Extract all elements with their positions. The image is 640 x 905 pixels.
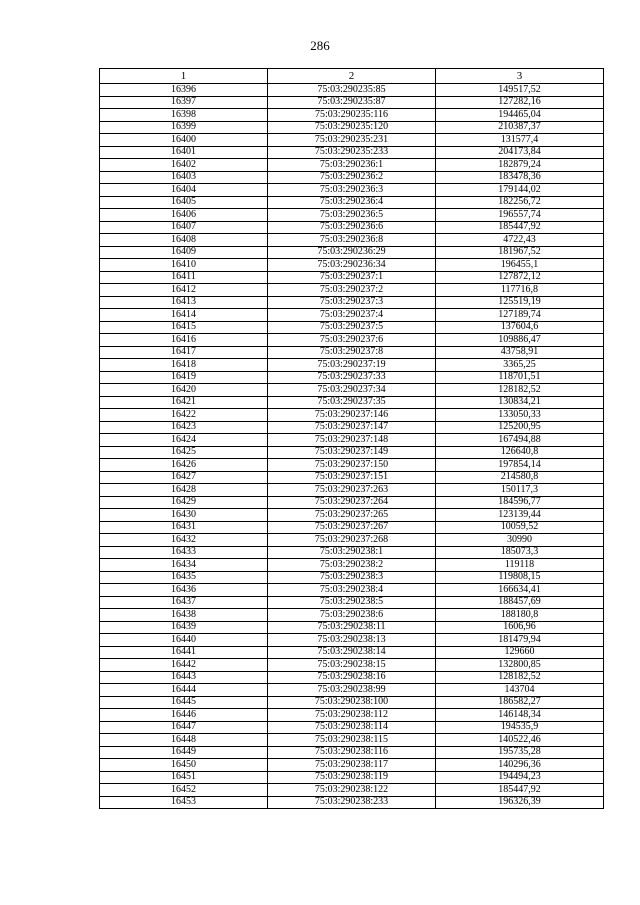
table-row: [100, 271, 604, 284]
row-number-cell: 16418: [100, 359, 268, 372]
row-number-cell: 16436: [100, 584, 268, 597]
row-number-cell: 16417: [100, 346, 268, 359]
row-number-cell: 16431: [100, 521, 268, 534]
table-row: [100, 496, 604, 509]
cadastral-number-cell: 75:03:290237:151: [268, 471, 436, 484]
table-row: [100, 584, 604, 597]
cadastral-number-cell: 75:03:290238:99: [268, 684, 436, 697]
row-number-cell: 16409: [100, 246, 268, 259]
cadastral-number-cell: 75:03:290237:265: [268, 509, 436, 522]
row-number-cell: 16441: [100, 646, 268, 659]
row-number-cell: 16412: [100, 284, 268, 297]
cadastral-number-cell: 75:03:290237:34: [268, 384, 436, 397]
value-cell: 3365,25: [436, 359, 604, 372]
table-row: [100, 771, 604, 784]
value-cell: 125200,95: [436, 421, 604, 434]
table-row: [100, 634, 604, 647]
cadastral-number-cell: 75:03:290237:267: [268, 521, 436, 534]
row-number-cell: 16398: [100, 109, 268, 122]
value-cell: 150117,3: [436, 484, 604, 497]
cadastral-number-cell: 75:03:290236:3: [268, 184, 436, 197]
value-cell: 140522,46: [436, 734, 604, 747]
cadastral-number-cell: 75:03:290238:100: [268, 696, 436, 709]
row-number-cell: 16450: [100, 759, 268, 772]
table-row: [100, 84, 604, 97]
table-row: [100, 284, 604, 297]
row-number-cell: 16426: [100, 459, 268, 472]
value-cell: 10059,52: [436, 521, 604, 534]
table-row: [100, 609, 604, 622]
table-row: [100, 359, 604, 372]
table-row: [100, 396, 604, 409]
row-number-cell: 16433: [100, 546, 268, 559]
value-cell: 133050,33: [436, 409, 604, 422]
value-cell: 149517,52: [436, 84, 604, 97]
row-number-cell: 16411: [100, 271, 268, 284]
row-number-cell: 16396: [100, 84, 268, 97]
column-header-2: 2: [268, 69, 436, 84]
cadastral-number-cell: 75:03:290238:3: [268, 571, 436, 584]
value-cell: 210387,37: [436, 121, 604, 134]
value-cell: 194465,04: [436, 109, 604, 122]
cadastral-number-cell: 75:03:290238:1: [268, 546, 436, 559]
cadastral-number-cell: 75:03:290236:6: [268, 221, 436, 234]
table-row: [100, 759, 604, 772]
value-cell: 109886,47: [436, 334, 604, 347]
value-cell: 140296,36: [436, 759, 604, 772]
column-header-3: 3: [436, 69, 604, 84]
row-number-cell: 16448: [100, 734, 268, 747]
row-number-cell: 16438: [100, 609, 268, 622]
value-cell: 130834,21: [436, 396, 604, 409]
value-cell: 43758,91: [436, 346, 604, 359]
value-cell: 127282,16: [436, 96, 604, 109]
row-number-cell: 16401: [100, 146, 268, 159]
table-row: [100, 446, 604, 459]
table-row: [100, 521, 604, 534]
value-cell: 188180,8: [436, 609, 604, 622]
cadastral-number-cell: 75:03:290238:11: [268, 621, 436, 634]
cadastral-number-cell: 75:03:290237:19: [268, 359, 436, 372]
value-cell: 1606,96: [436, 621, 604, 634]
cadastral-number-cell: 75:03:290237:35: [268, 396, 436, 409]
cadastral-number-cell: 75:03:290237:2: [268, 284, 436, 297]
cadastral-number-cell: 75:03:290237:4: [268, 309, 436, 322]
table-row: [100, 621, 604, 634]
value-cell: 137604,6: [436, 321, 604, 334]
row-number-cell: 16400: [100, 134, 268, 147]
row-number-cell: 16442: [100, 659, 268, 672]
cadastral-number-cell: 75:03:290238:2: [268, 559, 436, 572]
table-row: [100, 709, 604, 722]
row-number-cell: 16402: [100, 159, 268, 172]
table-row: [100, 334, 604, 347]
value-cell: 183478,36: [436, 171, 604, 184]
cadastral-number-cell: 75:03:290236:29: [268, 246, 436, 259]
value-cell: 188457,69: [436, 596, 604, 609]
value-cell: 119808,15: [436, 571, 604, 584]
row-number-cell: 16415: [100, 321, 268, 334]
value-cell: 196557,74: [436, 209, 604, 222]
value-cell: 4722,43: [436, 234, 604, 247]
cadastral-number-cell: 75:03:290238:122: [268, 784, 436, 797]
table-row: [100, 671, 604, 684]
table-row: [100, 659, 604, 672]
row-number-cell: 16443: [100, 671, 268, 684]
table-row: [100, 684, 604, 697]
value-cell: 132800,85: [436, 659, 604, 672]
value-cell: 185447,92: [436, 221, 604, 234]
value-cell: 125519,19: [436, 296, 604, 309]
cadastral-number-cell: 75:03:290237:149: [268, 446, 436, 459]
value-cell: 186582,27: [436, 696, 604, 709]
row-number-cell: 16424: [100, 434, 268, 447]
value-cell: 182256,72: [436, 196, 604, 209]
cadastral-number-cell: 75:03:290238:116: [268, 746, 436, 759]
row-number-cell: 16408: [100, 234, 268, 247]
row-number-cell: 16419: [100, 371, 268, 384]
value-cell: 182879,24: [436, 159, 604, 172]
cadastral-number-cell: 75:03:290237:5: [268, 321, 436, 334]
table-row: [100, 571, 604, 584]
row-number-cell: 16422: [100, 409, 268, 422]
cadastral-number-cell: 75:03:290236:5: [268, 209, 436, 222]
cadastral-number-cell: 75:03:290237:6: [268, 334, 436, 347]
table-row: [100, 146, 604, 159]
row-number-cell: 16451: [100, 771, 268, 784]
table-row: [100, 384, 604, 397]
row-number-cell: 16423: [100, 421, 268, 434]
table-row: [100, 421, 604, 434]
cadastral-number-cell: 75:03:290238:112: [268, 709, 436, 722]
cadastral-number-cell: 75:03:290236:4: [268, 196, 436, 209]
value-cell: 179144,02: [436, 184, 604, 197]
table-row: [100, 484, 604, 497]
row-number-cell: 16414: [100, 309, 268, 322]
row-number-cell: 16410: [100, 259, 268, 272]
table-row: [100, 121, 604, 134]
table-row: [100, 509, 604, 522]
row-number-cell: 16447: [100, 721, 268, 734]
table-row: [100, 134, 604, 147]
table-row: [100, 796, 604, 809]
cadastral-number-cell: 75:03:290237:33: [268, 371, 436, 384]
table-row: [100, 309, 604, 322]
row-number-cell: 16406: [100, 209, 268, 222]
cadastral-number-cell: 75:03:290237:148: [268, 434, 436, 447]
row-number-cell: 16434: [100, 559, 268, 572]
row-number-cell: 16430: [100, 509, 268, 522]
table-row: [100, 559, 604, 572]
table-row: [100, 734, 604, 747]
table-row: [100, 784, 604, 797]
cadastral-number-cell: 75:03:290237:146: [268, 409, 436, 422]
cadastral-number-cell: 75:03:290238:13: [268, 634, 436, 647]
cadastral-number-cell: 75:03:290235:85: [268, 84, 436, 97]
row-number-cell: 16404: [100, 184, 268, 197]
table-body: [100, 84, 604, 809]
cadastral-number-cell: 75:03:290235:233: [268, 146, 436, 159]
row-number-cell: 16439: [100, 621, 268, 634]
header-row: [100, 69, 604, 84]
table-row: [100, 184, 604, 197]
row-number-cell: 16446: [100, 709, 268, 722]
table-row: [100, 209, 604, 222]
value-cell: 127872,12: [436, 271, 604, 284]
value-cell: 167494,88: [436, 434, 604, 447]
row-number-cell: 16452: [100, 784, 268, 797]
cadastral-number-cell: 75:03:290238:114: [268, 721, 436, 734]
value-cell: 123139,44: [436, 509, 604, 522]
cadastral-number-cell: 75:03:290238:115: [268, 734, 436, 747]
table-row: [100, 159, 604, 172]
table-row: [100, 296, 604, 309]
cadastral-number-cell: 75:03:290237:8: [268, 346, 436, 359]
cadastral-number-cell: 75:03:290238:119: [268, 771, 436, 784]
table-row: [100, 746, 604, 759]
value-cell: 128182,52: [436, 671, 604, 684]
value-cell: 194494,23: [436, 771, 604, 784]
value-cell: 181479,94: [436, 634, 604, 647]
cadastral-number-cell: 75:03:290237:3: [268, 296, 436, 309]
column-header-1: 1: [100, 69, 268, 84]
value-cell: 127189,74: [436, 309, 604, 322]
row-number-cell: 16445: [100, 696, 268, 709]
cadastral-number-cell: 75:03:290235:120: [268, 121, 436, 134]
table-row: [100, 409, 604, 422]
table-row: [100, 534, 604, 547]
row-number-cell: 16425: [100, 446, 268, 459]
row-number-cell: 16435: [100, 571, 268, 584]
table-row: [100, 246, 604, 259]
row-number-cell: 16440: [100, 634, 268, 647]
row-number-cell: 16421: [100, 396, 268, 409]
table-row: [100, 109, 604, 122]
value-cell: 146148,34: [436, 709, 604, 722]
table-row: [100, 171, 604, 184]
value-cell: 185073,3: [436, 546, 604, 559]
value-cell: 214580,8: [436, 471, 604, 484]
row-number-cell: 16449: [100, 746, 268, 759]
row-number-cell: 16428: [100, 484, 268, 497]
cadastral-number-cell: 75:03:290238:16: [268, 671, 436, 684]
cadastral-number-cell: 75:03:290237:263: [268, 484, 436, 497]
cadastral-number-cell: 75:03:290238:117: [268, 759, 436, 772]
cadastral-number-cell: 75:03:290238:15: [268, 659, 436, 672]
value-cell: 30990: [436, 534, 604, 547]
data-table: [99, 68, 604, 809]
value-cell: 118701,51: [436, 371, 604, 384]
row-number-cell: 16403: [100, 171, 268, 184]
row-number-cell: 16399: [100, 121, 268, 134]
cadastral-number-cell: 75:03:290238:4: [268, 584, 436, 597]
table-row: [100, 96, 604, 109]
value-cell: 119118: [436, 559, 604, 572]
cadastral-number-cell: 75:03:290237:150: [268, 459, 436, 472]
value-cell: 197854,14: [436, 459, 604, 472]
row-number-cell: 16444: [100, 684, 268, 697]
cadastral-number-cell: 75:03:290237:1: [268, 271, 436, 284]
row-number-cell: 16420: [100, 384, 268, 397]
cadastral-number-cell: 75:03:290238:14: [268, 646, 436, 659]
table-row: [100, 471, 604, 484]
value-cell: 194535,9: [436, 721, 604, 734]
value-cell: 184596,77: [436, 496, 604, 509]
value-cell: 129660: [436, 646, 604, 659]
cadastral-number-cell: 75:03:290235:87: [268, 96, 436, 109]
table-row: [100, 371, 604, 384]
cadastral-number-cell: 75:03:290237:264: [268, 496, 436, 509]
cadastral-number-cell: 75:03:290235:116: [268, 109, 436, 122]
cadastral-number-cell: 75:03:290238:233: [268, 796, 436, 809]
cadastral-number-cell: 75:03:290238:6: [268, 609, 436, 622]
table-row: [100, 434, 604, 447]
table-row: [100, 196, 604, 209]
table-row: [100, 234, 604, 247]
cadastral-number-cell: 75:03:290236:34: [268, 259, 436, 272]
cadastral-number-cell: 75:03:290237:268: [268, 534, 436, 547]
value-cell: 196326,39: [436, 796, 604, 809]
cadastral-number-cell: 75:03:290236:2: [268, 171, 436, 184]
table-row: [100, 596, 604, 609]
table-row: [100, 696, 604, 709]
table-header: [100, 69, 604, 84]
cadastral-number-cell: 75:03:290236:8: [268, 234, 436, 247]
page-number: 286: [310, 38, 330, 53]
row-number-cell: 16453: [100, 796, 268, 809]
value-cell: 128182,52: [436, 384, 604, 397]
row-number-cell: 16416: [100, 334, 268, 347]
cadastral-number-cell: 75:03:290236:1: [268, 159, 436, 172]
value-cell: 166634,41: [436, 584, 604, 597]
row-number-cell: 16437: [100, 596, 268, 609]
value-cell: 204173,84: [436, 146, 604, 159]
value-cell: 181967,52: [436, 246, 604, 259]
cadastral-number-cell: 75:03:290238:5: [268, 596, 436, 609]
value-cell: 126640,8: [436, 446, 604, 459]
value-cell: 185447,92: [436, 784, 604, 797]
value-cell: 117716,8: [436, 284, 604, 297]
row-number-cell: 16427: [100, 471, 268, 484]
row-number-cell: 16405: [100, 196, 268, 209]
row-number-cell: 16407: [100, 221, 268, 234]
value-cell: 143704: [436, 684, 604, 697]
table-row: [100, 721, 604, 734]
row-number-cell: 16397: [100, 96, 268, 109]
value-cell: 196455,1: [436, 259, 604, 272]
value-cell: 131577,4: [436, 134, 604, 147]
value-cell: 195735,28: [436, 746, 604, 759]
table-row: [100, 459, 604, 472]
table-row: [100, 259, 604, 272]
table-row: [100, 546, 604, 559]
row-number-cell: 16432: [100, 534, 268, 547]
table-row: [100, 321, 604, 334]
row-number-cell: 16413: [100, 296, 268, 309]
cadastral-number-cell: 75:03:290237:147: [268, 421, 436, 434]
row-number-cell: 16429: [100, 496, 268, 509]
table-row: [100, 646, 604, 659]
cadastral-number-cell: 75:03:290235:231: [268, 134, 436, 147]
table-row: [100, 346, 604, 359]
table-row: [100, 221, 604, 234]
